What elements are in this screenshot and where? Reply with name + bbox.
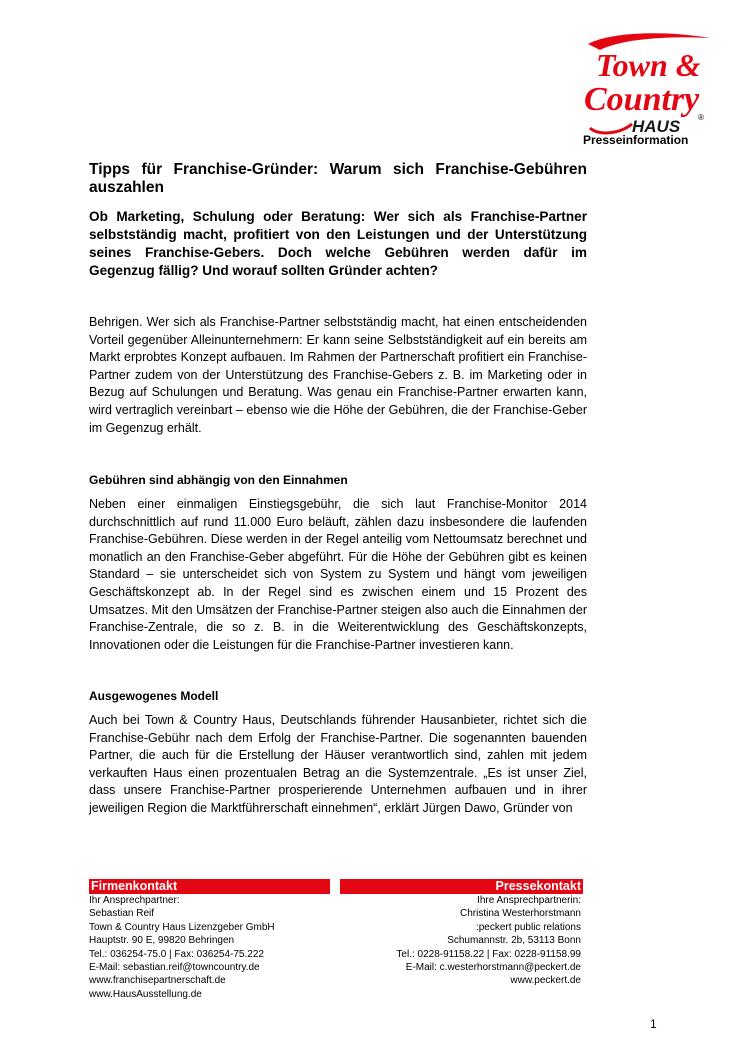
article-lead: Ob Marketing, Schulung oder Beratung: Wer sich als Franchise-Partner selbstständig macht, profitiert von den Leistungen und der Unterstützung seines Franchise-Gebers. Doch welche Gebühren werden dafür im Gegenzug fällig? Und worauf sollten Gründer achten? bbox=[89, 209, 587, 278]
press-contact-website: www.peckert.de bbox=[510, 975, 581, 987]
logo-country-text: Country bbox=[584, 81, 700, 118]
press-contact-phone: Tel.: 0228-91158.22 | Fax: 0228-91158.99 bbox=[396, 948, 581, 960]
logo-town-text: Town & bbox=[596, 47, 701, 83]
company-contact-firm: Town & Country Haus Lizenzgeber GmbH bbox=[89, 921, 275, 933]
company-contact-block bbox=[89, 894, 349, 1001]
press-contact-agency: :peckert public relations bbox=[475, 921, 581, 933]
page-number: 1 bbox=[650, 1017, 657, 1031]
article-paragraph-1: Behrigen. Wer sich als Franchise-Partner selbstständig macht, hat einen entscheidenden Vorteil gegenüber Alleinunternehmern: Er kann seine Selbstständigkeit auf ein bereits am Markt erprobtes Konzept aufbauen. Im Rahmen der Partnerschaft profitiert ein Franchise-Partner zudem von der Unterstützung des Franchise-Gebers z. B. im Marketing oder in Bezug auf Schulungen und Beratung. Was genau ein Franchise-Partner erwarten kann, wird vertraglich vereinbart – ebenso wie die Höhe der Gebühren, die der Franchise-Geber im Gegenzug erhält. bbox=[89, 315, 587, 435]
section-heading-fees: Gebühren sind abhängig von den Einnahmen bbox=[89, 473, 348, 487]
company-contact-address: Hauptstr. 90 E, 99820 Behringen bbox=[89, 935, 235, 947]
press-contact-block bbox=[330, 894, 581, 988]
company-contact-header: Firmenkontakt bbox=[89, 879, 330, 894]
section-heading-model: Ausgewogenes Modell bbox=[89, 689, 219, 703]
press-contact-address: Schumannstr. 2b, 53113 Bonn bbox=[447, 935, 581, 947]
article-paragraph-3: Auch bei Town & Country Haus, Deutschlands führender Hausanbieter, richtet sich die Franchise-Gebühr nach dem Erfolg der Franchise-Partner. Die sogenannten bauenden Partner, die auch für die Erstellung der Häuser verantwortlich sind, zahlen mit jedem verkauften Haus einen prozentualen Betrag an die Systemzentrale. „Es ist unser Ziel, dass unsere Franchise-Partner prosperierende Unternehmen aufbauen und in ihrer jeweiligen Region die Marktführerschaft einnehmen“, erklärt Jürgen Dawo, Gründer von bbox=[89, 713, 587, 815]
company-contact-name: Sebastian Reif bbox=[89, 908, 155, 920]
logo-haus-text: HAUS bbox=[632, 117, 681, 136]
logo-haus-swoosh bbox=[590, 124, 632, 133]
company-contact-line: Ihr Ansprechpartner: bbox=[89, 895, 180, 906]
company-contact-website-2: www.HausAusstellung.de bbox=[89, 988, 202, 1000]
press-contact-email: E-Mail: c.westerhorstmann@peckert.de bbox=[405, 962, 581, 974]
article-paragraph-2: Neben einer einmaligen Einstiegsgebühr, die sich laut Franchise-Monitor 2014 durchschnittlich auf rund 11.000 Euro beläuft, zählen dazu insbesondere die laufenden Franchise-Gebühren. Diese werden in der Regel anteilig vom Nettoumsatz berechnet und monatlich an den Franchise-Geber abgeführt. Für die Höhe der Gebühren gibt es keinen Standard – sie unterscheidet sich von System zu System und hängt vom jeweiligen Geschäftskonzept ab. In der Regel sind es zwischen einem und 15 Prozent des Umsatzes. Mit den Umsätzen der Franchise-Partner steigen also auch die Einnahmen der Franchise-Zentrale, die so z. B. in die Weiterentwicklung des Geschäftskonzepts, Innovationen oder die Leistungen für die Franchise-Partner investieren kann. bbox=[89, 497, 587, 652]
company-contact-website: www.franchisepartnerschaft.de bbox=[89, 975, 226, 987]
press-contact-header: Pressekontakt bbox=[340, 879, 583, 894]
company-contact-email: E-Mail: sebastian.reif@towncountry.de bbox=[89, 962, 260, 974]
company-contact-phone: Tel.: 036254-75.0 | Fax: 036254-75.222 bbox=[89, 948, 264, 960]
presseinformation-label: Presseinformation bbox=[583, 133, 689, 147]
press-contact-line: Ihre Ansprechpartnerin: bbox=[477, 895, 581, 906]
article-title: Tipps für Franchise-Gründer: Warum sich Franchise-Gebühren auszahlen bbox=[89, 161, 587, 196]
press-contact-name: Christina Westerhorstmann bbox=[460, 908, 581, 920]
town-country-haus-logo bbox=[570, 28, 720, 148]
registered-mark: ® bbox=[698, 113, 704, 122]
